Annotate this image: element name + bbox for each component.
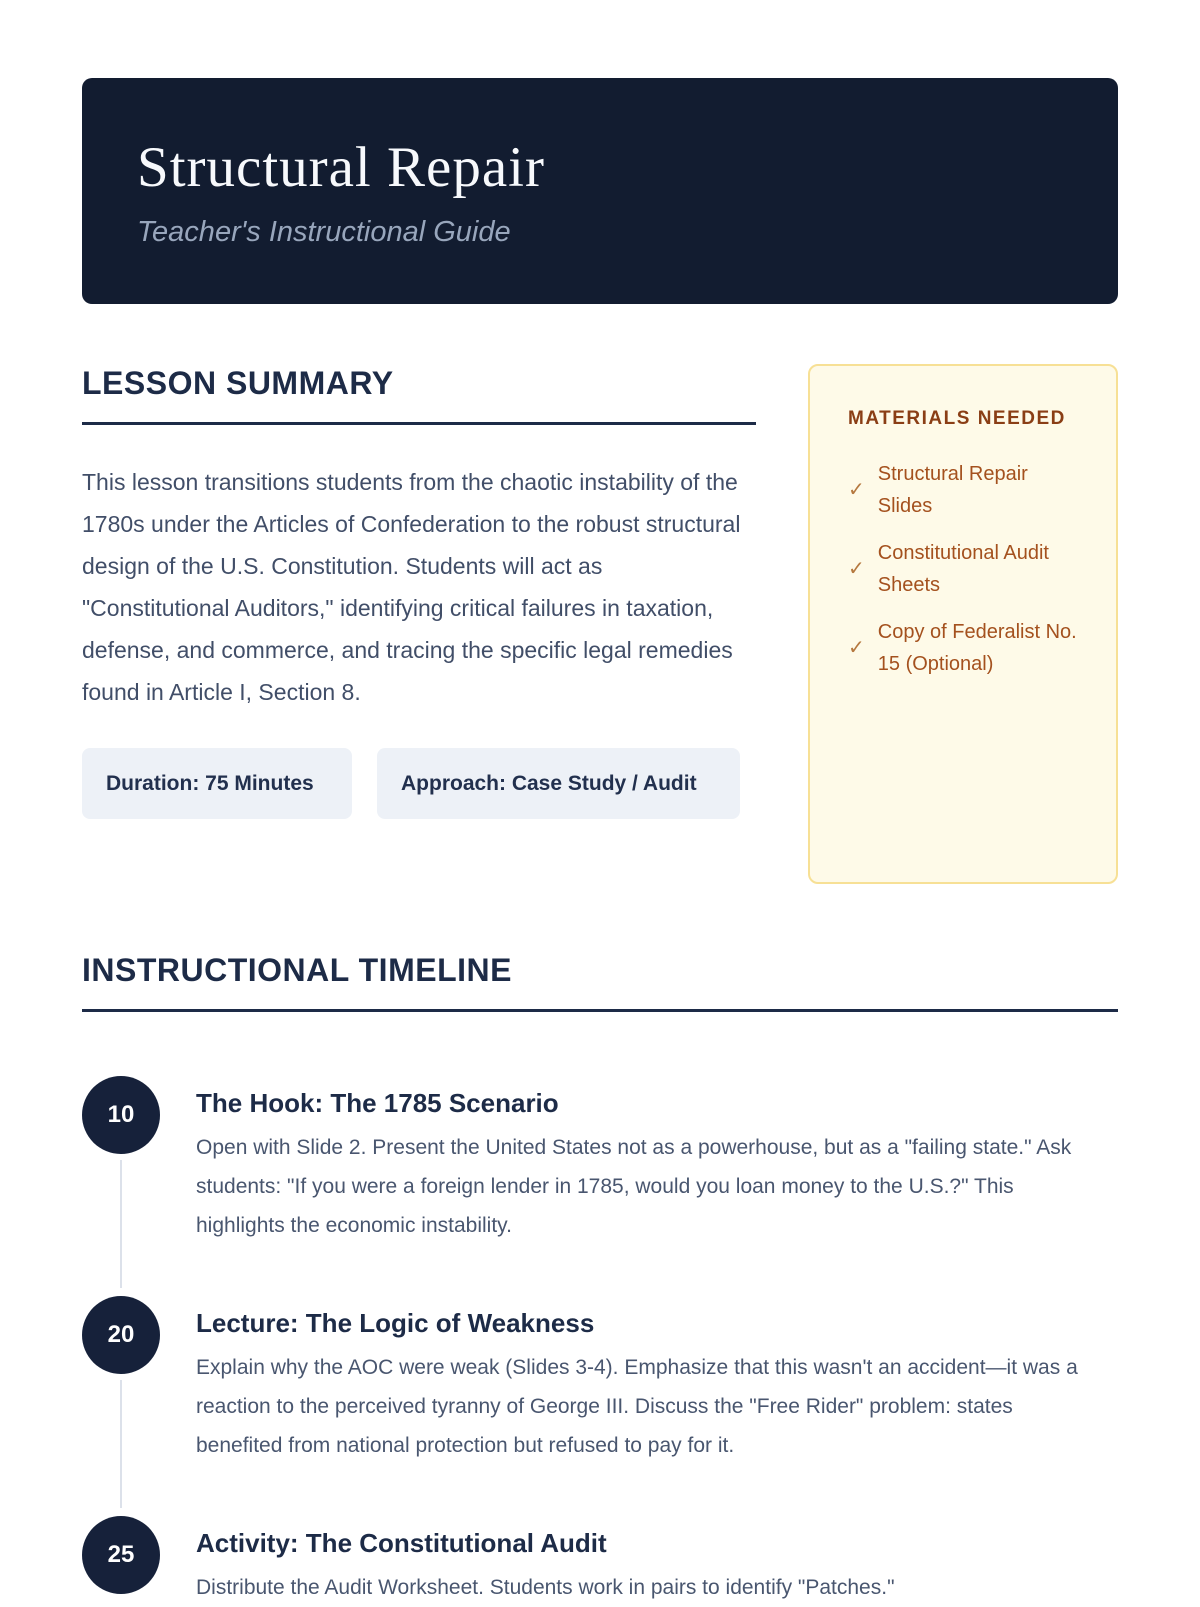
timeline-heading: INSTRUCTIONAL TIMELINE [82,951,1118,1012]
hero-header [82,78,1118,304]
checkmark-icon: ✓ [848,637,865,659]
timeline-list [82,1076,1118,1607]
duration-badge: Duration: 75 Minutes [82,748,352,819]
material-item-label: Structural Repair Slides [877,463,1028,517]
checkmark-icon: ✓ [848,479,865,501]
meta-badges [82,748,756,819]
approach-badge: Approach: Case Study / Audit [377,748,740,819]
timeline-item-lecture [82,1296,1118,1465]
timeline-item-title: The Hook: The 1785 Scenario [196,1088,559,1118]
materials-list [848,458,1086,680]
materials-heading: MATERIALS NEEDED [848,408,1066,429]
lesson-summary-section [82,364,756,819]
page-title: Structural Repair [137,136,545,199]
timeline-item-title: Lecture: The Logic of Weakness [196,1308,595,1338]
lesson-summary-heading: LESSON SUMMARY [82,364,756,425]
page-subtitle: Teacher's Instructional Guide [137,216,511,248]
timeline-item-content [196,1296,1104,1465]
lesson-summary-text: This lesson transitions students from the chaotic instability of the 1780s under the Articles of Confederation to the robust structural design of the U.S. Constitution. Students will act as "Constitutional Auditors," identifying critical failures in taxation, defense, and commerce, and tracing the specific legal remedies found in Article I, Section 8. [82,469,741,705]
list-item [848,458,1086,522]
timeline-item-description: Open with Slide 2. Present the United States not as a powerhouse, but as a "failing state." Ask students: "If you were a foreign lender in 1785, would you loan money to the U.S.?" This highlights the economic instability. [196,1136,1072,1237]
checkmark-icon: ✓ [848,558,865,580]
minutes-badge: 10 [82,1076,160,1154]
list-item [848,616,1086,680]
timeline-item-content [196,1076,1104,1245]
timeline-item-description: Distribute the Audit Worksheet. Students work in pairs to identify "Patches." [196,1576,895,1599]
material-item-label: Copy of Federalist No. 15 (Optional) [877,621,1077,675]
timeline-item-activity [82,1516,1118,1607]
timeline-item-title: Activity: The Constitutional Audit [196,1528,607,1558]
list-item [848,537,1086,601]
material-item-label: Constitutional Audit Sheets [877,542,1049,596]
summary-row [82,364,1118,884]
minutes-badge: 25 [82,1516,160,1594]
instructional-timeline-section [82,951,1118,1607]
timeline-item-hook [82,1076,1118,1245]
timeline-item-content [196,1516,1104,1607]
document-page [82,0,1118,1607]
minutes-badge: 20 [82,1296,160,1374]
timeline-item-description: Explain why the AOC were weak (Slides 3-4). Emphasize that this wasn't an accident—it was a reaction to the perceived tyranny of George III. Discuss the "Free Rider" problem: states benefited from national protection but refused to pay for it. [196,1356,1078,1457]
materials-needed-panel [808,364,1118,884]
